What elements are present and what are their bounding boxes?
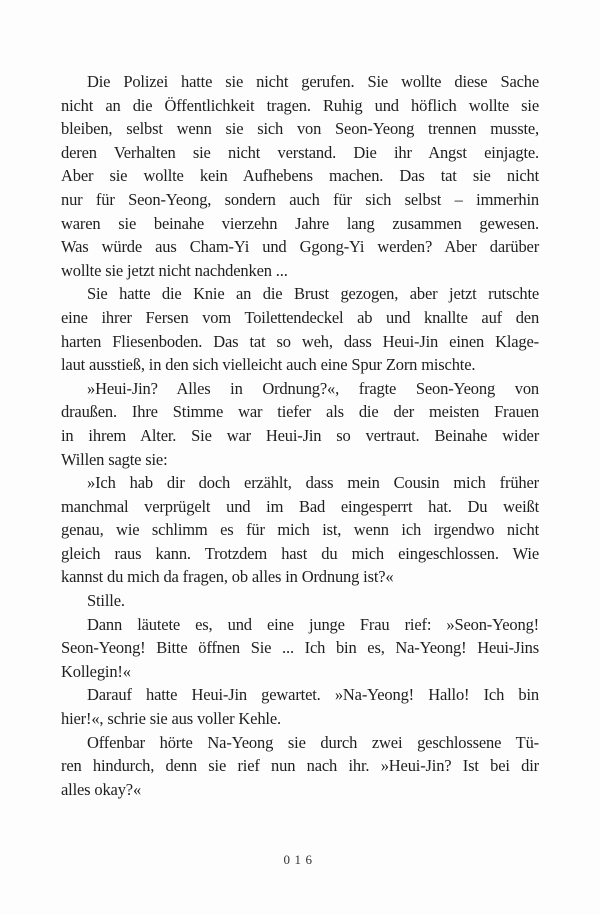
text-line: nicht an die Öffentlichkeit tragen. Ruhig und höflich wollte sie <box>61 95 539 115</box>
text-line: waren sie beinahe vierzehn Jahre lang zusammen gewesen. <box>61 213 539 233</box>
text-line: alles okay?« <box>61 779 142 799</box>
paragraph <box>61 731 539 802</box>
text-line: ren hindurch, denn sie rief nun nach ihr. »Heui-Jin? Ist bei dir <box>61 756 539 776</box>
text-line: Die Polizei hatte sie nicht gerufen. Sie wollte diese Sache <box>87 72 540 91</box>
paragraph <box>61 683 539 730</box>
paragraph <box>61 377 539 471</box>
paragraph <box>61 589 539 613</box>
text-line: laut ausstieß, in den sich vielleicht auch eine Spur Zorn mischte. <box>61 355 476 375</box>
paragraph <box>61 70 539 282</box>
text-line: »Heui-Jin? Alles in Ordnung?«, fragte Seon-Yeong von <box>87 378 539 398</box>
text-line: Offenbar hörte Na-Yeong sie durch zwei geschlossene Tü- <box>87 732 539 752</box>
text-line: Aber sie wollte kein Aufhebens machen. Das tat sie nicht <box>61 166 540 186</box>
text-line: hier!«, schrie sie aus voller Kehle. <box>61 709 281 729</box>
text-line: eine ihrer Fersen vom Toilettendeckel ab und knallte auf den <box>61 307 540 327</box>
text-line: Dann läutete es, und eine junge Frau rief: »Seon-Yeong! <box>87 614 539 634</box>
text-line: genau, wie schlimm es für mich ist, wenn ich irgendwo nicht <box>61 520 539 540</box>
page-number: 016 <box>283 852 317 867</box>
text-line: Was würde aus Cham-Yi und Ggong-Yi werden? Aber darüber <box>61 237 540 257</box>
text-line: kannst du mich da fragen, ob alles in Ordnung ist?« <box>61 567 394 587</box>
text-line: »Ich hab dir doch erzählt, dass mein Cousin mich früher <box>87 473 539 493</box>
text-line: Sie hatte die Knie an die Brust gezogen, aber jetzt rutschte <box>87 284 540 304</box>
paragraph <box>61 282 539 376</box>
text-line: in ihrem Alter. Sie war Heui-Jin so vertraut. Beinahe wider <box>61 425 540 445</box>
text-line: harten Fliesenboden. Das tat so weh, dass Heui-Jin einen Klage- <box>61 331 539 351</box>
text-line: manchmal verprügelt und im Bad eingesperrt hat. Du weißt <box>61 496 540 516</box>
paragraph <box>61 613 539 684</box>
text-line: draußen. Ihre Stimme war tiefer als die der meisten Frauen <box>61 402 539 422</box>
text-line: Stille. <box>87 591 125 611</box>
text-line: Darauf hatte Heui-Jin gewartet. »Na-Yeong! Hallo! Ich bin <box>87 685 539 705</box>
text-line: deren Verhalten sie nicht verstand. Die ihr Angst einjagte. <box>61 142 539 162</box>
text-line: Willen sagte sie: <box>61 449 168 469</box>
text-line: nur für Seon-Yeong, sondern auch für sich selbst – immerhin <box>61 189 540 209</box>
text-line: Kollegin!« <box>61 661 131 681</box>
text-line: wollte sie jetzt nicht nachdenken ... <box>61 260 288 280</box>
text-line: bleiben, selbst wenn sie sich von Seon-Yeong trennen musste, <box>61 119 539 139</box>
text-line: Seon-Yeong! Bitte öffnen Sie ... Ich bin es, Na-Yeong! Heui-Jins <box>61 638 539 658</box>
text-line: gleich raus kann. Trotzdem hast du mich eingeschlossen. Wie <box>61 543 539 563</box>
body-text <box>61 70 539 801</box>
paragraph <box>61 471 539 589</box>
